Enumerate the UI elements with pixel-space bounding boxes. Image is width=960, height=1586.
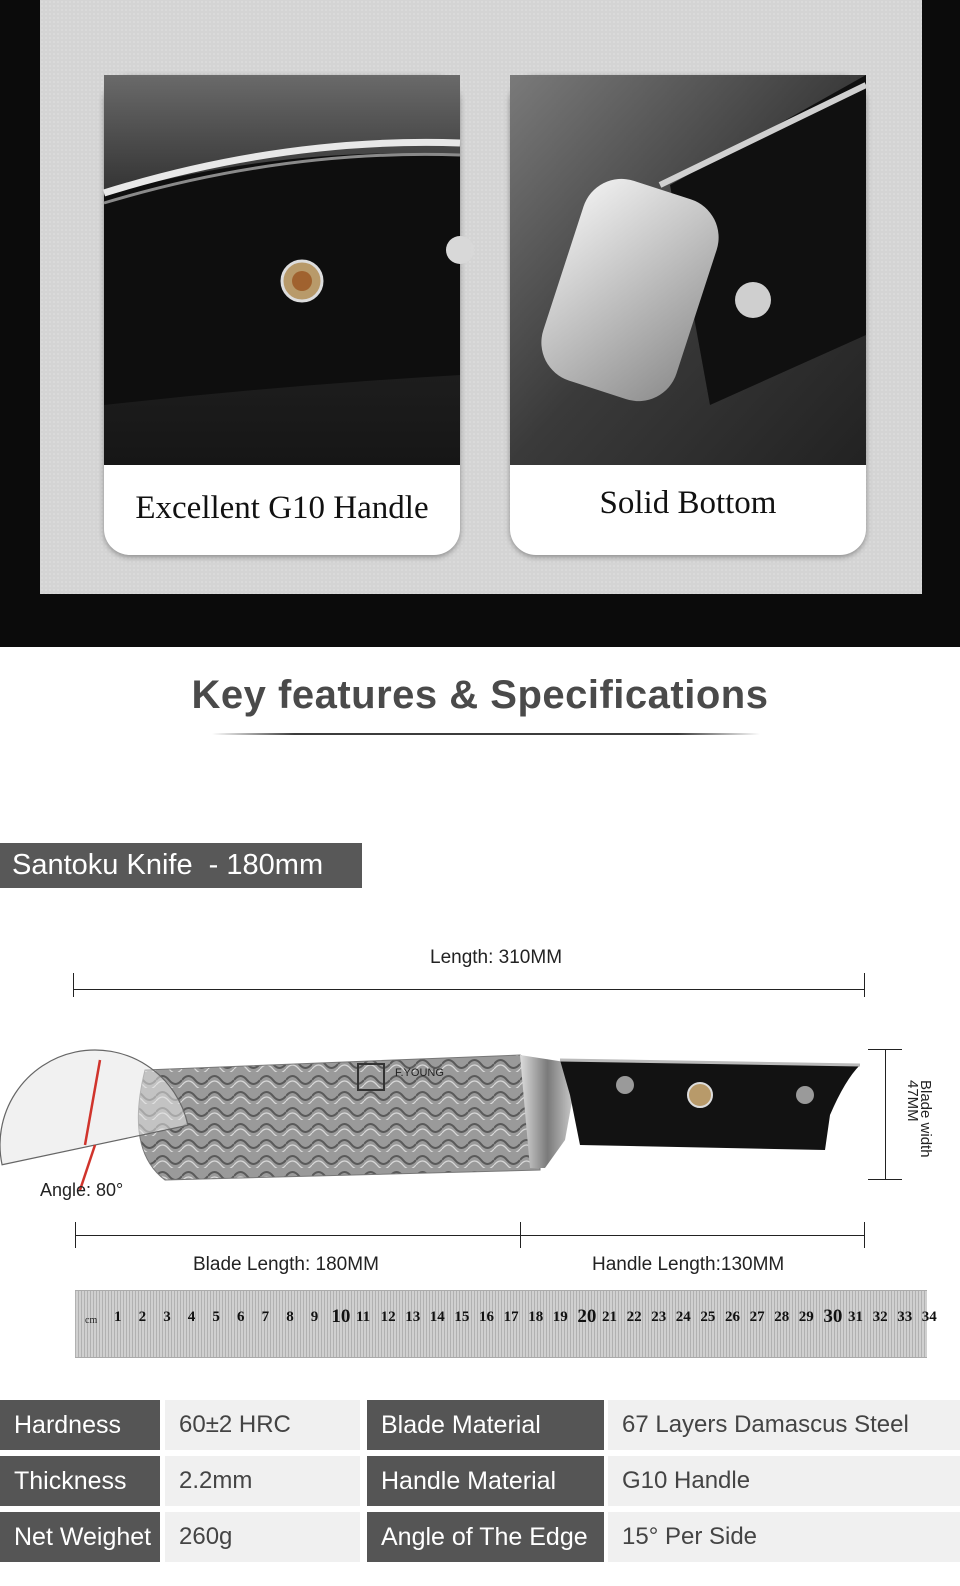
ruler-numbers	[75, 1291, 937, 1357]
knife-illustration	[0, 1040, 960, 1215]
spec-label: Net Weighet	[0, 1512, 160, 1562]
handle-rivet-icon	[616, 1076, 634, 1094]
ruler-number: 11	[356, 1309, 371, 1325]
spec-value: 260g	[165, 1512, 360, 1562]
ruler-number: 20	[577, 1306, 597, 1327]
ruler-number: 32	[872, 1309, 888, 1325]
ruler-number: 26	[725, 1309, 740, 1325]
ruler-number: 7	[261, 1309, 270, 1325]
handle-feature-card	[104, 75, 460, 555]
ruler-number: 23	[651, 1309, 667, 1325]
spec-label: Thickness	[0, 1456, 160, 1506]
spec-value: 67 Layers Damascus Steel	[608, 1400, 960, 1450]
knife-brand-text: F.YOUNG	[395, 1067, 444, 1079]
blade-handle-line	[75, 1235, 864, 1236]
knife-blade	[138, 1055, 540, 1180]
spec-label: Blade Material	[367, 1400, 604, 1450]
handle-length-label: Handle Length:130MM	[592, 1254, 785, 1275]
ruler-number: 28	[774, 1309, 790, 1325]
spec-value: 2.2mm	[165, 1456, 360, 1506]
product-tag: Santoku Knife - 180mm	[0, 843, 362, 888]
blade-width-labels	[906, 1080, 932, 1170]
ruler-number: 17	[503, 1309, 519, 1325]
ruler-number: 18	[528, 1309, 544, 1325]
ruler-number: 5	[212, 1309, 220, 1325]
width-tick-bottom	[868, 1179, 902, 1180]
ruler-number: 21	[602, 1309, 617, 1325]
mosaic-rivet-icon	[688, 1083, 712, 1107]
ruler-number: 30	[823, 1306, 843, 1327]
ruler-number: 1	[114, 1309, 122, 1325]
spec-label: Handle Material	[367, 1456, 604, 1506]
bottom-feature-card	[510, 75, 866, 555]
ruler-number: 16	[479, 1309, 494, 1325]
ruler-number: 27	[749, 1309, 765, 1325]
ruler-number: 19	[552, 1309, 568, 1325]
ruler-number: 3	[163, 1309, 171, 1325]
length-label: Length: 310MM	[430, 947, 563, 968]
spec-value: 60±2 HRC	[165, 1400, 360, 1450]
bottom-closeup-image	[510, 75, 866, 465]
ruler-number: 34	[921, 1309, 937, 1325]
ruler-number: 33	[897, 1309, 913, 1325]
handle-rivet-icon	[796, 1086, 814, 1104]
heading-underline	[212, 733, 760, 735]
ruler-number: 9	[310, 1309, 319, 1325]
bottom-caption: Solid Bottom	[599, 485, 777, 521]
spec-label: Hardness	[0, 1400, 160, 1450]
ruler-number: 10	[331, 1306, 351, 1327]
ruler-number: 12	[380, 1309, 396, 1325]
spec-label: Angle of The Edge	[367, 1512, 604, 1562]
spec-value: G10 Handle	[608, 1456, 960, 1506]
ruler	[75, 1290, 937, 1358]
width-line	[885, 1049, 886, 1179]
ruler-number: 24	[675, 1309, 691, 1325]
handle-tick-right	[864, 1222, 865, 1248]
knife-handle	[560, 1060, 860, 1150]
features-heading: Key features & Specifications	[191, 673, 769, 717]
ruler-unit: cm	[85, 1315, 98, 1326]
ruler-number: 31	[848, 1309, 863, 1325]
ruler-number: 22	[626, 1309, 642, 1325]
ruler-number: 4	[187, 1309, 196, 1325]
blade-handle-divider	[520, 1222, 521, 1248]
length-line	[73, 989, 865, 990]
spec-table	[0, 1400, 960, 1580]
ruler-number: 29	[798, 1309, 814, 1325]
blade-length-label: Blade Length: 180MM	[193, 1254, 379, 1275]
ruler-number: 6	[237, 1309, 245, 1325]
ruler-number: 25	[700, 1309, 716, 1325]
spec-value: 15° Per Side	[608, 1512, 960, 1562]
blade-width-value: 47MM	[904, 1080, 921, 1122]
ruler-number: 8	[286, 1309, 294, 1325]
ruler-number: 13	[405, 1309, 421, 1325]
handle-caption: Excellent G10 Handle	[135, 490, 429, 526]
ruler-number: 15	[454, 1309, 470, 1325]
handle-closeup-image	[104, 75, 460, 465]
ruler-number: 14	[429, 1309, 445, 1325]
blade-width-label: Blade width	[917, 1080, 934, 1158]
angle-label: Angle: 80°	[40, 1180, 124, 1200]
ruler-number: 2	[138, 1309, 147, 1325]
length-tick-right	[864, 973, 865, 997]
length-tick-left	[73, 973, 74, 997]
